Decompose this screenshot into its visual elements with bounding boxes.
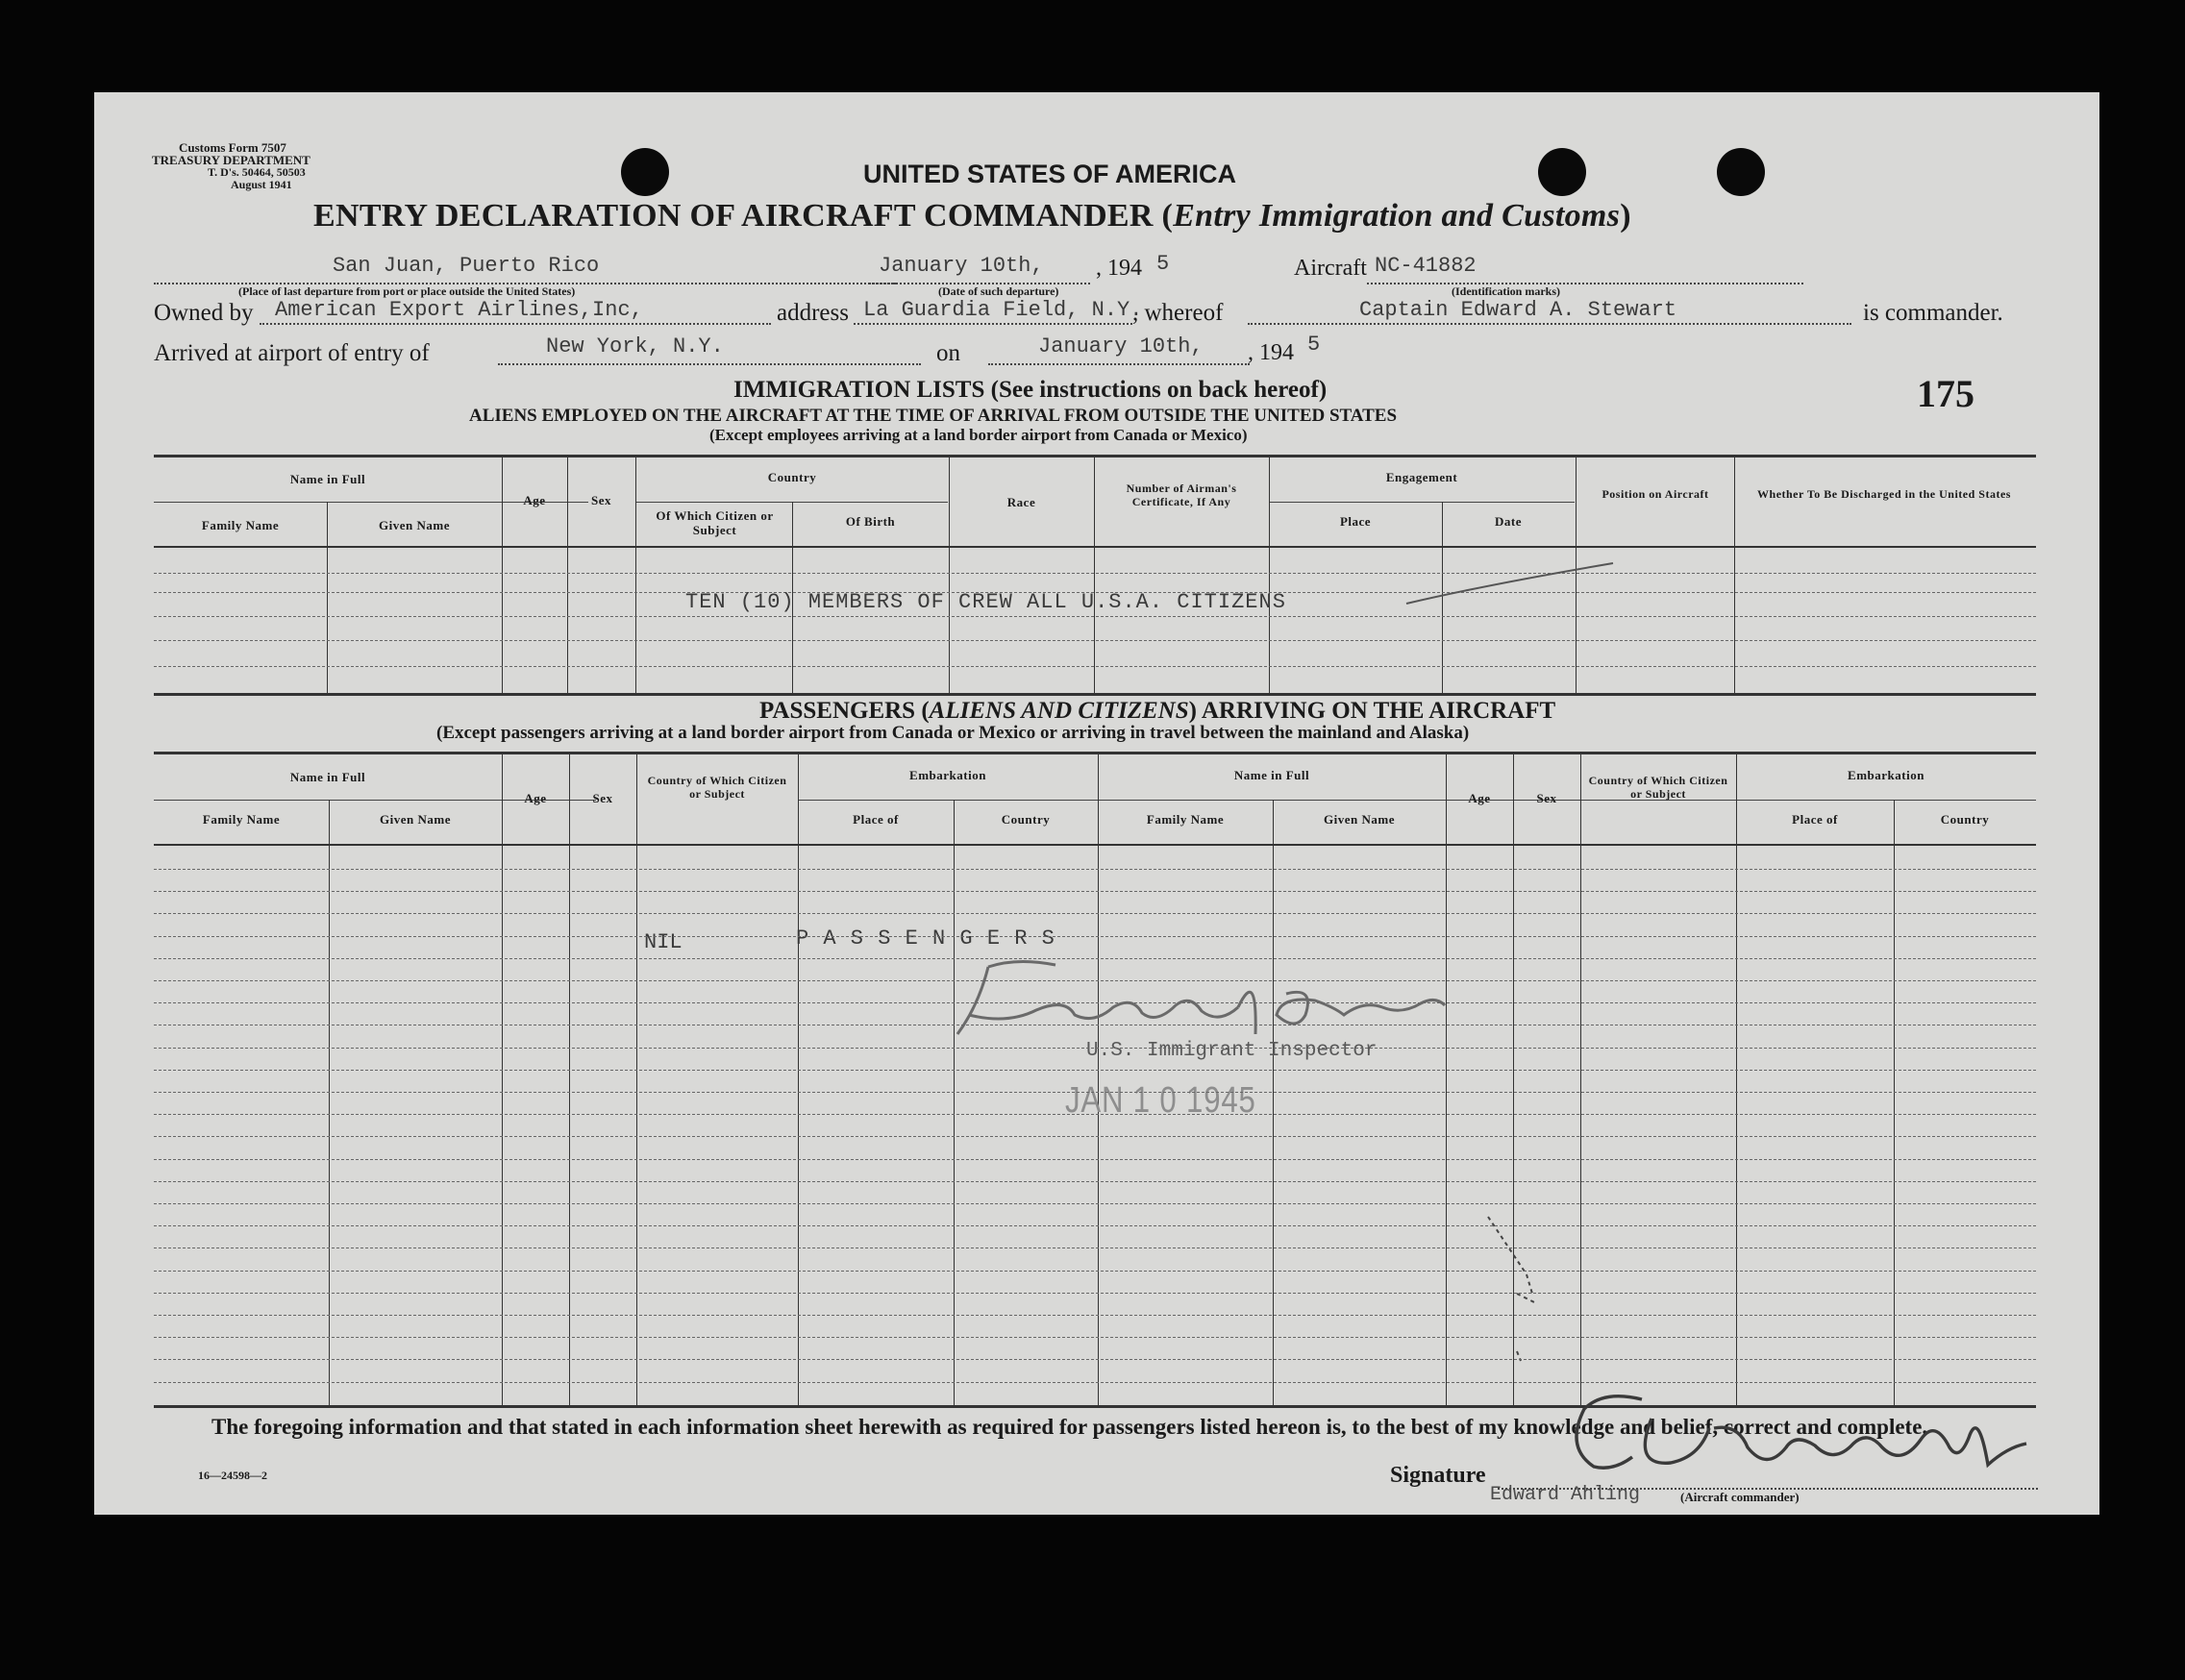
signature-label: Signature (1390, 1463, 1486, 1488)
departure-date: January 10th, (879, 254, 1044, 278)
pass2-name-header: Name in Full (1233, 768, 1310, 782)
address-value: La Guardia Field, N.Y. (863, 298, 1143, 322)
owned-by-label: Owned by (154, 300, 254, 326)
ruled-row-line (154, 1136, 2036, 1137)
crew-place-header: Place (1339, 514, 1372, 529)
departure-place-caption: (Place of last departure from port or place outside the United States) (238, 284, 576, 298)
pass-sex-header: Sex (592, 791, 613, 805)
ruled-row-line (154, 936, 2036, 937)
departure-date-caption: (Date of such departure) (938, 284, 1059, 298)
aircraft-label: Aircraft (1294, 256, 1367, 281)
owner-value: American Export Airlines,Inc, (275, 298, 643, 322)
passengers-entry: P A S S E N G E R S (796, 926, 1055, 951)
punch-hole (1538, 148, 1586, 196)
print-number: 16—24598—2 (198, 1469, 267, 1482)
pass2-country-emb-header: Country (1940, 812, 1990, 827)
ruled-row-line (154, 1114, 2036, 1115)
arrival-on-label: on (936, 340, 960, 366)
crew-given-name-header: Given Name (379, 518, 450, 532)
pass2-age-header: Age (1468, 791, 1491, 805)
crew-sex-header: Sex (591, 493, 611, 507)
pass-age-header: Age (524, 791, 547, 805)
pass2-place-header: Place of (1792, 812, 1838, 827)
immigration-note: (Except employees arriving at a land border airport from Canada or Mexico) (709, 426, 1248, 444)
pass-country-emb-header: Country (1001, 812, 1051, 827)
certification-statement: The foregoing information and that stated in each information sheet herewith as required for passengers listed hereon is, to the best of my knowledge and belief, correct and complete. (211, 1415, 1928, 1439)
form-date: August 1941 (231, 178, 292, 191)
declaration-form (94, 92, 2099, 1515)
commander-signature (1507, 1380, 2046, 1486)
arrival-year-prefix: , 194 (1248, 340, 1294, 365)
pass-country-header: Country of Which Citizen or Subject (647, 774, 787, 801)
pass-embarkation-header: Embarkation (909, 768, 986, 782)
ruled-row-line (154, 1092, 2036, 1093)
ruled-row-line (154, 891, 2036, 892)
arrival-place: New York, N.Y. (546, 334, 724, 358)
inspector-signature (950, 948, 1450, 1053)
pass2-sex-header: Sex (1536, 791, 1557, 805)
commander-name: Captain Edward A. Stewart (1359, 298, 1677, 322)
inspector-title: U.S. Immigrant Inspector (1086, 1040, 1378, 1062)
ruled-row-line (154, 1225, 2036, 1226)
ruled-row-line (154, 1048, 2036, 1049)
pass-name-header: Name in Full (289, 770, 366, 784)
crew-certificate-header: Number of Airman's Certificate, If Any (1126, 482, 1237, 508)
ruled-row-line (154, 1203, 2036, 1204)
punch-hole (1717, 148, 1765, 196)
ruled-row-line (154, 913, 2036, 914)
title-main: ENTRY DECLARATION OF AIRCRAFT COMMANDER ( (313, 198, 1174, 234)
pass-place-header: Place of (853, 812, 899, 827)
pass2-country-header: Country of Which Citizen or Subject (1588, 774, 1728, 801)
immigration-subtitle: ALIENS EMPLOYED ON THE AIRCRAFT AT THE TIME OF ARRIVAL FROM OUTSIDE THE UNITED STATES (469, 406, 1398, 426)
ruled-row-line (154, 869, 2036, 870)
date-stamp: JAN 1 0 1945 (1065, 1080, 1256, 1121)
crew-entry: TEN (10) MEMBERS OF CREW ALL U.S.A. CITIZENS (685, 590, 1286, 614)
ruled-row-line (154, 1293, 2036, 1294)
pass-given-name-header: Given Name (380, 812, 451, 827)
departure-place: San Juan, Puerto Rico (333, 254, 600, 278)
ruled-row-line (154, 1002, 2036, 1003)
form-title (313, 198, 1631, 235)
departure-year: 5 (1156, 252, 1170, 276)
form-number-line: Customs Form 7507 (179, 140, 286, 155)
crew-citizen-header: Of Which Citizen or Subject (656, 508, 774, 537)
crew-engagement-header: Engagement (1385, 470, 1458, 484)
arrival-date: January 10th, (1038, 334, 1204, 358)
ruled-row-line (154, 1337, 2036, 1338)
ruled-row-line (154, 980, 2036, 981)
pass2-given-name-header: Given Name (1324, 812, 1395, 827)
crew-race-header: Race (1006, 495, 1036, 509)
nil-entry: NIL (644, 930, 683, 954)
country-heading: UNITED STATES OF AMERICA (863, 160, 1236, 188)
crew-country-header: Country (767, 470, 817, 484)
crew-family-name-header: Family Name (201, 518, 280, 532)
signature-caption: (Aircraft commander) (1680, 1490, 1800, 1504)
ruled-row-line (154, 1271, 2036, 1272)
ruled-row-line (154, 1181, 2036, 1182)
ruled-row-line (154, 1359, 2036, 1360)
ruled-row-line (154, 1159, 2036, 1160)
pencil-mark (1478, 1207, 1555, 1371)
pass2-embarkation-header: Embarkation (1848, 768, 1924, 782)
commander-suffix: is commander. (1863, 300, 2003, 326)
crew-name-header: Name in Full (289, 472, 366, 486)
ruled-row-line (154, 1382, 2036, 1383)
department-line: TREASURY DEPARTMENT (152, 153, 310, 167)
pass-family-name-header: Family Name (202, 812, 281, 827)
arrival-label: Arrived at airport of entry of (154, 340, 430, 366)
aircraft-marks: NC-41882 (1375, 254, 1477, 278)
td-numbers: T. D's. 50464, 50503 (208, 165, 306, 179)
crew-discharged-header: Whether To Be Discharged in the United States (1757, 487, 2011, 501)
ruled-row-line (154, 958, 2036, 959)
crew-age-header: Age (523, 493, 546, 507)
passengers-note: (Except passengers arriving at a land border airport from Canada or Mexico or arriving in travel between the mainland and Alaska) (436, 723, 1470, 743)
crew-birth-header: Of Birth (845, 514, 896, 529)
typed-commander-name: Edward Ahling (1490, 1484, 1641, 1506)
crew-date-header: Date (1495, 514, 1522, 529)
immigration-title: IMMIGRATION LISTS (See instructions on back hereof) (733, 377, 1328, 403)
whereof-label: , whereof (1132, 300, 1224, 326)
departure-year-prefix: , 194 (1096, 256, 1142, 281)
aircraft-caption: (Identification marks) (1452, 284, 1560, 298)
crew-entry-strike (1402, 554, 1632, 611)
pass2-family-name-header: Family Name (1146, 812, 1225, 827)
page-number: 175 (1917, 372, 1974, 415)
title-end: ) (1620, 198, 1631, 234)
arrival-year: 5 (1307, 333, 1321, 357)
title-italic: Entry Immigration and Customs (1173, 198, 1621, 234)
ruled-row-line (154, 1315, 2036, 1316)
address-label: address (777, 300, 849, 326)
crew-position-header: Position on Aircraft (1602, 487, 1709, 501)
punch-hole (621, 148, 669, 196)
passengers-title: PASSENGERS (ALIENS AND CITIZENS) ARRIVING ON THE AIRCRAFT (759, 698, 1556, 724)
ruled-row-line (154, 1070, 2036, 1071)
